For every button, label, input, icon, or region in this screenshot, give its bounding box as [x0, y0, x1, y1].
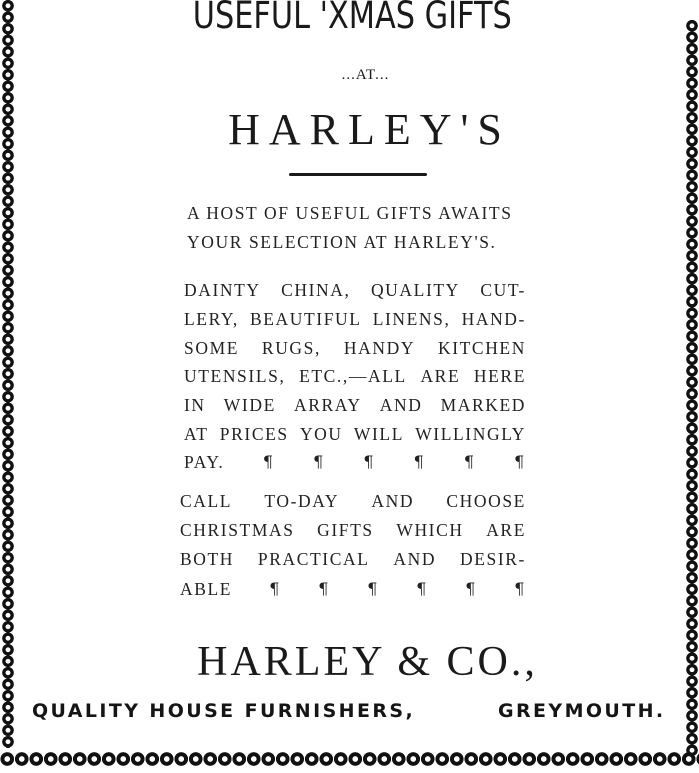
pilcrow-ornament: ¶ — [416, 579, 429, 598]
paragraph-3-line: CALL TO-DAY AND CHOOSE — [180, 491, 526, 511]
company-name: HARLEY & CO., — [197, 639, 538, 685]
at-line: ...AT... — [341, 67, 390, 83]
paragraph-3-line: BOTH PRACTICAL AND DESIR- — [180, 549, 526, 569]
pilcrow-ornament: ¶ — [465, 579, 478, 598]
pilcrow-ornament: ¶ — [367, 579, 380, 598]
paragraph-2-line: LERY, BEAUTIFUL LINENS, HAND- — [184, 309, 526, 329]
paragraph-3-line: ABLE ¶ ¶ ¶ ¶ ¶ ¶ — [180, 579, 526, 599]
paragraph-2-line: AT PRICES YOU WILL WILLINGLY — [184, 424, 526, 444]
tagline-left: QUALITY HOUSE FURNISHERS, — [32, 700, 416, 722]
paragraph-3-line: CHRISTMAS GIFTS WHICH ARE — [180, 520, 526, 540]
pilcrow-ornament: ¶ — [363, 452, 376, 471]
paragraph-2-line: PAY. ¶ ¶ ¶ ¶ ¶ ¶ — [184, 452, 526, 472]
tagline-right: GREYMOUTH. — [498, 700, 666, 722]
pilcrow-ornament: ¶ — [313, 452, 325, 471]
pilcrow-ornament: ¶ — [269, 579, 282, 598]
paragraph-1-line: A HOST OF USEFUL GIFTS AWAITS — [187, 203, 513, 223]
pilcrow-ornament: ¶ — [514, 452, 526, 471]
paragraph-2-line: IN WIDE ARRAY AND MARKED — [184, 395, 526, 415]
headline: USEFUL 'XMAS GIFTS — [192, 0, 512, 37]
paragraph-2-line: UTENSILS, ETC.,—ALL ARE HERE — [184, 366, 526, 386]
pilcrow-ornament: ¶ — [463, 452, 476, 471]
pilcrow-ornament: ¶ — [413, 452, 426, 471]
pilcrow-ornament: ¶ — [262, 452, 275, 471]
store-name: HARLEY'S — [228, 105, 511, 154]
ornamental-border-bottom — [0, 750, 699, 768]
pilcrow-ornament: ¶ — [514, 579, 526, 598]
paragraph-2-line: SOME RUGS, HANDY KITCHEN — [184, 338, 526, 358]
paragraph-2-line: DAINTY CHINA, QUALITY CUT- — [184, 280, 526, 300]
paragraph-1-line: YOUR SELECTION AT HARLEY'S. — [187, 232, 497, 252]
pilcrow-ornament: ¶ — [318, 579, 331, 598]
divider-rule — [289, 173, 427, 176]
